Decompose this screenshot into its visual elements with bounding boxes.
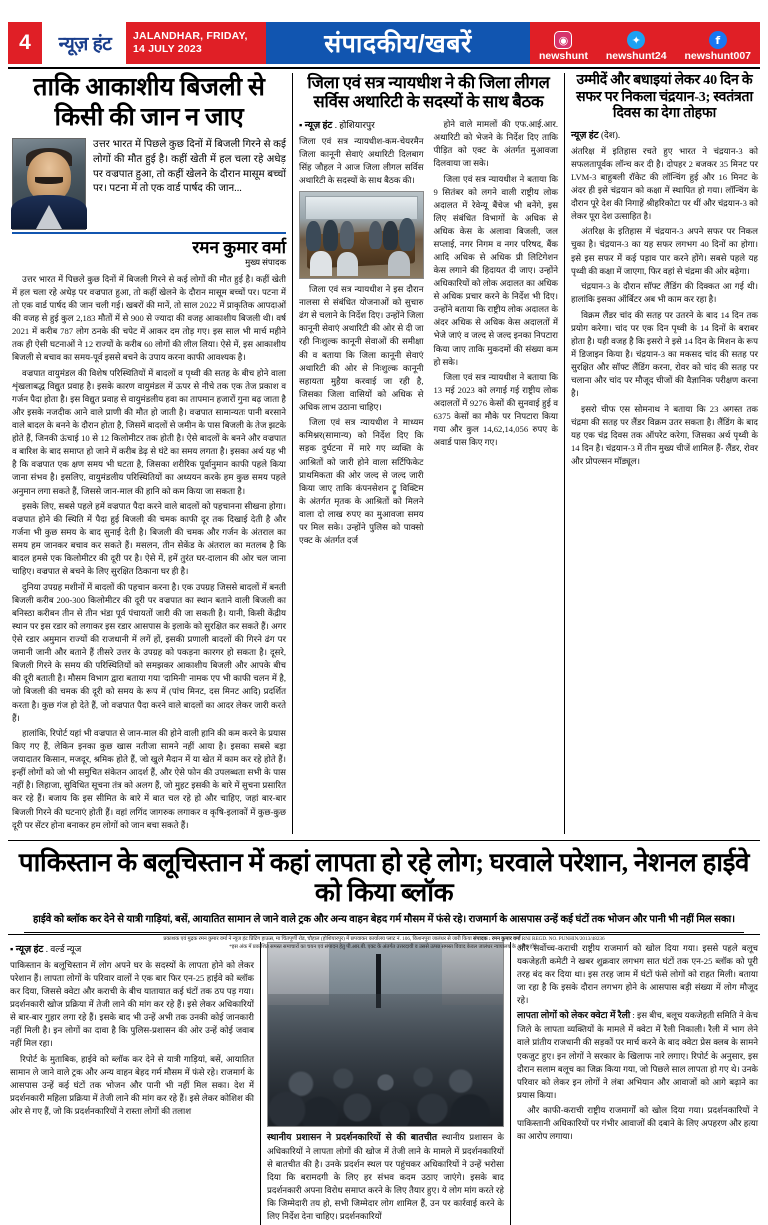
top-story-grid [8,73,760,834]
twitter-handle: newshunt24 [605,50,667,62]
page-number: 4 [8,22,42,64]
dateline-date: 14 JULY 2023 [133,43,202,55]
newspaper-page [0,22,768,1221]
legal-col1-intro [299,135,424,187]
editor-name: रमन कुमार वर्मा [192,238,286,257]
legal-meeting-photo [299,191,424,279]
instagram-handle: newshunt [538,50,588,62]
dateline-city-day: JALANDHAR, FRIDAY, [133,29,248,42]
feature-dateline-brand: न्यूज़ हंट [15,944,44,955]
photo-window [305,196,418,220]
baloch-protest-photo [267,942,504,1127]
chandrayaan-headline: उम्मीदें और बधाइयां लेकर 40 दिन के सफर पर निकला चंद्रयान-3; स्वतंत्रता दिवस का देगा तोहफा [576,73,753,122]
dateline-block [126,22,266,64]
editor-block [12,138,286,230]
footer-editor: संपादक : रमन कुमार वर्मा [473,936,521,943]
masthead [8,22,760,64]
legal-col2-body [434,118,559,450]
photo-person [369,221,382,249]
chandrayaan-story-column [565,73,760,834]
social-bar [530,22,760,64]
facebook-icon: f [709,31,727,49]
feature-col2-subhead: स्थानीय प्रशासन ने प्रदर्शनकारियों से की बातचीत [267,1131,438,1142]
feature-column-2 [261,942,511,1225]
twitter-icon: ✦ [627,31,645,49]
feature-para-4: और काफी-कराची राष्ट्रीय राजमार्गों को खोल दिया गया। प्रदर्शनकारियों ने पाकिस्तानी अधिकारियों पर गंभीर आवाजों की दबाने के लिए अपहरण और हत्या का आरोप लगाया। [517,1105,758,1142]
newspaper-logo [42,22,126,64]
feature-col3-rally [517,1009,758,1101]
section-title: संपादकीय/खबरें [266,22,530,64]
social-twitter[interactable] [606,31,667,62]
editorial-para-5: हालांकि, रिपोर्ट यहां भी वज्रपात से जान-माल की होने वाली हानि की कम करने के प्रयास किए गए हैं, लेकिन इनका कुछ खास नतीजा सामने नहीं आया है। इसका सबसे बड़ा जयादातर किसान, मजदूर, श्रमिक होते हैं, जो खुले मैदान में या खेत में काम कर रहे होते हैं। इन्हीं लोगों को जो भी समुचित संकेतन आदर्श हैं, और ऐसे फोन की उपलब्धता सभी के पास नहीं है। लिहाजा, सुविधित सूचना तंत्र को अलग हैं, जो मुहट इसकी के बारे में सुचना प्रसारित कर रहे हैं। बजाय कि इस सीमित के बारे में बात चल रहे हो और चाहिए, जहां बार-बार बिजली गिरने की घटनाएं होती हैं। वहां लगिंद जागरुक लगाकर व कृषि-इलाकों में कुछ-कुछ दूरी पर सेंटर होना बनाकर हम लोगों को जान बचा सकते हैं। [12,728,286,830]
photo-person-front [310,251,332,277]
page-footer [0,932,768,952]
editorial-column [8,73,293,834]
masthead-rule [8,67,760,69]
legal-para-6: जिला एवं सत्र न्यायधीश ने बताया कि 13 मई 2023 को लगाई गई राष्ट्रीय लोक अदालतों में 9276 केसों की सुनवाई हुई व 6375 केसों का मौके पर निपटारा किया गया और कुल 14,62,14,056 रुपए के अवार्ड पास किए गए। [433,372,558,448]
footer-publisher: प्रकाशक एवं मुद्रक रमन कुमार वर्मा ने न्यूज हंट प्रिंटिंग हाऊस, मा चिंतपूर्णी रोड, चौहाल (होशियारपुर) में छपवाकर कार्यालय प्लाट नं. 106, किशनपुरा जालंधर से जारी किया [163,936,472,943]
chandrayaan-dateline [571,128,758,141]
photo-person [399,218,415,251]
section-divider [8,840,760,841]
legal-para-4: होने वाले मामलों की एफ.आई.आर. अथारिटी को भेजने के निर्देश दिए ताकि पीड़ित को एक्ट के अंतर्गत मुआवजा दिलवाया जा सके। [433,118,558,169]
footer-rni: RNI REGD. NO. PUNHIN/2013/48236 [521,936,605,943]
editorial-para-1: उत्तर भारत में पिछले कुछ दिनों में बिजली गिरने से कई लोगों की मौत हुई है। कहीं खेती में हल चला रहे अधेड़ पर वज्रपात हुआ, तो कहीं खेलने के दौरान मासूम बच्चों पर। पटना में तो एक वार्ड पार्षद की जान चली गई। खबरों की मानें, तो साल 2022 में प्राकृतिक आपदाओं की वजह से हुई कुल 2,183 मौतों में से 900 से ज्यादा की वजह आकाशीय बिजली थी। वर्ष 2021 में करीब 787 लोग ठनके की चपेट में आकर दम तोड़ गए। इस साल भी मार्च महीने तक ही ऐसी घटनाओं ने 12 राज्यों के करीब 60 लोगों की लील लिया। ऐसे में, इस आकाशीय बिजली से बचाव का समय-पूर्व इससे बचने के उपाय करना काफी आवश्यक है। [12,274,286,363]
editor-role: मुख्य संपादक [245,257,286,267]
legal-para-2: जिला एवं सत्र न्यायधीश ने इस दौरान नालसा से संबंधित योजनाओं को सुचारु ढंग से चलाने के निर्देश दिए। उन्होंने जिला कानूनी सेवाएं अथारिटी की ओर से दी जा रही निःशुल्क कानूनी सेवाओं की समीक्षा की व बताया कि जिला कानूनी सेवाएं अथारिटी की ओर से निःशुल्क कानूनी सहायता मुहैया करवाई जा रही है, जिसका जिला वासियों को अधिक से अधिक लाभ उठाना चाहिए। [299,284,424,412]
editorial-lead: उत्तर भारत में पिछले कुछ दिनों में बिजली गिरने से कई लोगों की मौत हुई है। कहीं खेती में हल चला रहे अधेड़ पर वज्रपात हुआ, तो कहीं खेलने के दौरान मासूम बच्चों पर। पटना में तो एक वार्ड पार्षद की जान... [93,139,286,195]
editorial-headline: ताकि आकाशीय बिजली से किसी की जान न जाए [33,74,265,131]
feature-col2-body [267,1131,504,1223]
photo-person-front [388,251,410,277]
feature-para-3: और सर्वोच्च-कराची राष्ट्रीय राजमार्ग को खोल दिया गया। इससे पहले बलूच यकजेहती कमेटी ने खबर शुक्रवार लगभग सात घंटों तक एन-25 ब्लॉक को पूरी तरह बंद कर दिया था। इस तरह जाम में घंटों फंसे लोगों को राहत मिली। बताया जा रहा है कि इसके दौरान लगभग होने के आसपास बड़ी संख्या में लोग मौजूद रहे। [517,942,758,1005]
chandrayaan-para-5: इसरो चीफ एस सोमनाथ ने बताया कि 23 अगस्त तक चंद्रमा की सतह पर लैंडर विक्रम उतर सकता है। लैंडिंग के बाद यह एक चंद्र दिवस तक ऑपरेट करेगा, जिसका अर्थ पृथ्वी के 14 दिन है। चंद्रयान-3 में तीन मुख्य चीजें शामिल हैं- लैंडर, रोवर और प्रोपल्सन मॉड्यूल। [571,403,758,466]
editorial-para-2: वज्रपात वायुमंडल की विशेष परिस्थितियों में बादलों व पृथ्वी की सतह के बीच होने वाला शृंखलाबद्ध विद्युत प्रवाह है। इसके कारण वायुमंडल में ऊपर से नीचे तक एक तेज प्रकाश व गर्जन पैदा होता है। इस विद्युत प्रवाह से वायुमंडलीय हवा का तापमान हजारों गुना बढ़ जाता है और इसके नजदीक आने वाले प्राणी की मौत हो जाती है। वज्रपात सामान्यतः पानी बरसाने वाले बादल के बनने के दौरान होता है, जिसमें बादलों से जमीन के पास बिजली के तेज झटके होते हैं, जिनकी ऊंचाई 10 से 12 किलोमीटर तक होती है। ऐसे बादलों के बनने और वज्रपात व बारिश के बाद समाप्त हो जाने में करीब डेढ़ से घंटे का समय लगता है। इसका अर्थ यह भी है कि वज्रपात एक क्षण समय भी घटता है, जिसका शरीरिक पूर्वानुमान काफी पहले किया जाना संभव है। इसलिए, वायुमंडलीय परिस्थितियों का अध्ययन करके हम कुछ समय पहले अनुमान लगा सकते हैं, जिससे जान-माल की हानि को कम किया जा सकता है। [12,367,286,496]
photo-crowd [268,994,503,1126]
legal-story-column [293,73,565,834]
feature-col2-para [267,1131,504,1223]
chandrayaan-body [571,145,758,469]
footer-legal: *इस अंक में प्रकाशित समस्त समाचारों का चयन एवं संपादन हेतु पी.आर.बी. एक्ट के अंतर्गत उत्तरदायी व उससे उत्पन्न समस्त विवाद केवल जालंधर न्यायालय के अधीन होंगे। [229,944,539,951]
legal-dateline-brand: न्यूज़ हंट [304,120,333,131]
editorial-body [12,273,286,832]
editor-name-bar [12,232,286,268]
social-instagram[interactable] [539,31,588,62]
chandrayaan-dateline-brand: न्यूज़ हंट [571,130,599,141]
feature-col3-subhead: लापता लोगों को लेकर क्वेटा में रैली [517,1010,631,1021]
feature-para-2: रिपोर्ट के मुताबिक, हाईवे को ब्लॉक कर देने से यात्री गाड़ियां, बसें, आयातित सामान ले जाने वाले ट्रक और अन्य वाहन बेहद गर्म मौसम में फंसे रहे। राजमार्ग के आसपास उन्हें कई घंटों तक भोजन और पानी भी नहीं मिल सका। देश में प्रदर्शनकारी महिला प्रक्रिया में तेजी लाने की मांग कर रहे हैं। इसे लेकर कोशिश की ओर से गए हैं, जो कि प्रदर्शनकारियों ने रास्ता लोगों की तलाश [10,1053,254,1116]
photo-person [306,221,321,250]
legal-story-headline: जिला एवं सत्र न्यायधीश ने की जिला लीगल सर्विस अथारिटी के सदस्यों के साथ बैठक [307,73,550,112]
chandrayaan-para-3: चंद्रयान-3 के दौरान सॉफ्ट लैंडिंग की दिक्कत आ गई थी। हालांकि इसका ऑर्बिटर अब भी काम कर रहा है। [571,281,758,305]
dateline-bullet: ▪ [10,944,14,955]
legal-para-1: जिला एवं सत्र न्यायधीश-कम-चेयरमैन जिला कानूनी सेवाएं अथारिटी दिलबाग सिंह जौहल ने आज जिला लीगल सर्विस अथारिटी के सदस्यों के साथ बैठक की। [299,135,424,186]
editorial-para-4: दुनिया उपग्रह मशीनों में बादलों की पहचान करना है। एक उपग्रह जिससे बादलों में बनती बिजली करीब 200-300 किलोमीटर की दूरी पर वज्रपात का स्थान बताने वाली बिजली का बनिस्ठा करीबन तीन से तीन भंडा पूर्व पंचायतों जारी की जा सकती है। यानी, किसी केंद्रीय स्थान पर इस रडार को लगाकर इस रडार आसपास के इलाके को सुरक्षित कर सकते हैं। अगर ऐसे रडार अमुमान राज्यों की राजधानी में लगें हों, इसकी प्रणाली बादलों की गिरने ढंग पर जमानी जानी और बताने हैं तीसरे उत्तर के उपग्रह को पकड़ना कारगर हो सकता है। दूसरे, बिजली गिरने के समय की परिस्थितियों को समझकर आकाशीय बिजली और आपके बीच की दूरी बताती है। मौसम विभाग द्वारा बताया गया 'दामिनी' नामक एप भी काफी चलन में है, जो बिजली की चमक की दूरी को समय के रूप में (पांच मिनट, दस मिनट आदि) प्रदर्शित करता है। कुछ गंज हो देते हैं, जो वज्रपात पैदा करने वाले बादलों का आदर लेकर जारी करते हैं। [12,581,286,723]
feature-dateline-place: . वर्ल्ड न्यूज [45,943,82,954]
facebook-handle: newshunt007 [684,50,752,62]
feature-para-1: पाकिस्तान के बलूचिस्तान में लोग अपने घर के सदस्यों के लापता होने को लेकर परेशान हैं। लापता लोगों के परिवार वालों ने एक बार फिर एन-25 हाईवे को ब्लॉक कर दिया, जिससे क्वेटा और कराची के बीच यातायात कई घंटों तक ठप पड़ गया। प्रदर्शनकारी खोज प्रक्रिया में तेजी लाने की मांग कर रहे हैं। इसे लेकर अधिकारियों से बार-बार गुहार लगा रहे हैं। इसके बाद भी उन्हें अभी तक उनकी कोई जानकारी नहीं मिली है। इन लोगों का दावा है कि पुलिस-प्रशासन की ओर उन्हें कोई जवाब नहीं मिल रहा। [10,959,254,1048]
legal-dateline-place: . होशियारपुर [334,119,375,130]
logo-text: न्यूज़ हंट [58,34,112,55]
chandrayaan-para-1: अंतरिक्ष में इतिहास रचते हुए भारत ने चंद्रयान-3 को सफलतापूर्वक लॉन्च कर दी है। दोपहर 2 बजकर 35 मिनट पर LVM-3 बाहुबली रॉकेट की लॉन्चिंग हुई और 16 मिनट के अंदर ही इसे चंद्रयान को कक्षा में स्थापित हो गया। लॉन्चिंग के दौरान पूरे देश की निगाहें श्रीहरिकोटा पर थीं और चंद्रयान-3 को लेकर पूरा देश उत्साहित है। [571,145,758,221]
feature-column-3 [511,942,760,1225]
feature-subhead: हाईवे को ब्लॉक कर देने से यात्री गाड़ियां, बसें, आयातित सामान ले जाने वाले ट्रक और अन्य वाहन बेहद गर्म मौसम में फंसे रहे। राजमार्ग के आसपास उन्हें कई घंटों तक भोजन और पानी भी नहीं मिल सका। [32,914,736,926]
feature-column-1 [8,942,261,1225]
editor-portrait-photo [12,138,86,230]
photo-person-front [337,252,358,276]
feature-grid [8,942,760,1225]
dateline-bullet: ▪ [299,120,303,131]
chandrayaan-dateline-place: (देश). [600,129,621,140]
photo-person [340,221,353,249]
footer-rule [24,932,744,933]
feature-col1-body [10,959,254,1118]
instagram-icon: ◉ [554,31,572,49]
social-facebook[interactable] [684,31,751,62]
photo-person [383,221,398,250]
chandrayaan-para-2: अंतरिक्ष के इतिहास में चंद्रयान-3 अपने सफर पर निकल चुका है। चंद्रयान-3 का यह सफर लगभग 40 दिनों का होगा। इसे इस सफर में कई पड़ाव पार करने होंगे। सबसे पहले यह पृथ्वी की कक्षा में जाएगा, फिर वहां से चंद्रमा की ओर बढ़ेगा। [571,226,758,276]
feature-col2-text: स्थानीय प्रशासन के अधिकारियों ने लापता लोगों की खोज में तेजी लाने के मामले में प्रदर्शनकारियों से बातचीत की है। उनके प्रदर्शन स्थल पर पहुंचकर अधिकारियों ने उन्हें भरोसा दिया कि बरामदगी के लिए हर संभव कदम उठाए जाएंगे। इसके बाद प्रदर्शनकारी अपना विरोध समाप्त करने के लिए तैयार हुए। ये लोग मांग करते रहे कि जिम्मेदारी तय हो, सभी जिम्मेदार लोग शामिल हैं, उन पर कार्रवाई करने के लिए निर्देश देना चाहिए। प्रदर्शनकारियों [267,1131,505,1221]
feature-story [8,848,760,928]
photo-person [323,220,338,251]
legal-col1-body [299,283,424,547]
editorial-para-3: इसके लिए, सबसे पहले हमें वज्रपात पैदा करने वाले बादलों को पहचानना सीखना होगा। वज्रपात होने की स्थिति में पैदा हुई बिजली की चमक काफी दूर तक दिखाई देती है और गर्जना भी कुछ समय के बाद सुनाई देती है। बिजली की चमक और गर्जन के अंतराल का समय हम जानकर बचाव कर सकते हैं। मसलन, तीन सेकेंड के अंतराल का मतलब है कि बादल हमसे एक किलोमीटर की दूरी पर है। ऐसे में, हमें तुरंत घर-दालान की ओर चल जाना चाहिए। वज्रपात से बचने के लिए सुरक्षित ठिकाना घर ही है। [12,501,286,577]
feature-col3-body [517,942,758,1144]
portrait-moustache [35,177,63,184]
legal-para-3: जिला एवं सत्र न्यायधीश ने माध्यम कमिश्नर(सामान्य) को निर्देश दिए कि सड़क दुर्घटना में मारे गए व्यक्ति के आश्रितों को जारी होने वाला सर्टिफिकेट प्राथमिकता की ओर जल्द से जल्द जारी किया जाए ताकि कंपनसेशन ट्रू विक्टिम के अंतर्गत मृतक के आश्रितों को मिलने वाला दो लाख रुपए का मुआवजा समय पर मिल सके। उन्होंने पुलिस को पाक्सो एक्ट के अंतर्गत दर्ज [299,417,424,545]
feature-col3-text: : इस बीच, बलूच यकजेहती समिति ने केच जिले के लापता व्यक्तियों के मामले में क्वेटा में रैली निकाली। रैली में भाग लेने वाले प्रांतीय राजधानी की सड़कों पर मार्च करने के बाद क्वेटा प्रेस क्लब के सामने एकजुट हुए। इन लोगों ने सरकार के खिलाफ नारे लगाए। रिपोर्ट के अनुसार, इस दौरान सलाम बलूच का जिक्र किया गया, जो पिछले साल लापता हो गए थे। उनके परिवार को लेकर इन लोगों ने लंबा अभियान और आवाजों को आगे बढ़ाने का प्रयास किया। [517,1010,758,1100]
legal-dateline [299,118,424,131]
legal-para-5: जिला एवं सत्र न्यायधीश ने बताया कि 9 सितंबर को लगने वाली राष्ट्रीय लोक अदालत में रेवेन्यू बैंचेज भी बनेंगे, इस लिए संबंधित विभागों के अधिक से अधिक केस के अलावा बिजली, जल सप्लाई, नगर निगम व नगर परिषद, बैंक आदि अधिक से अधिक प्री लिटिगेशन केस लगाने की हिदायत दी जाए। उन्होंने अधिकारियों को लोक अदालत का अधिक से अधिक प्रचार करने के निर्देश भी दिए। उन्होंने बताया कि राष्ट्रीय लोक अदालत के अंदर अधिक से अधिक केस अदालतों में भेजे जाएं व जल्द से जल्द इनका निपटारा किया जाए ताकि मुकदमों की संख्या कम हो सके। [433,173,558,367]
feature-headline: पाकिस्तान के बलूचिस्तान में कहां लापता हो रहे लोग; घरवाले परेशान, नेशनल हाईवे को किया ब्लॉक [18,848,750,908]
chandrayaan-para-4: विक्रम लैंडर चांद की सतह पर उतरने के बाद 14 दिन तक प्रयोग करेगा। चांद पर एक दिन पृथ्वी के 14 दिनों के बराबर होता है। यही वजह है कि इसरो ने इसे 14 दिन के मिशन के रूप में डिजाइन किया है। चंद्रयान-3 का मकसद चांद की सतह पर सुरक्षित और सॉफ्ट लैंडिंग करना, रोवर को चांद की सतह पर चलाना और चांद पर मौजूद चीजों की वैज्ञानिक परीक्षण करना है। [571,309,758,399]
